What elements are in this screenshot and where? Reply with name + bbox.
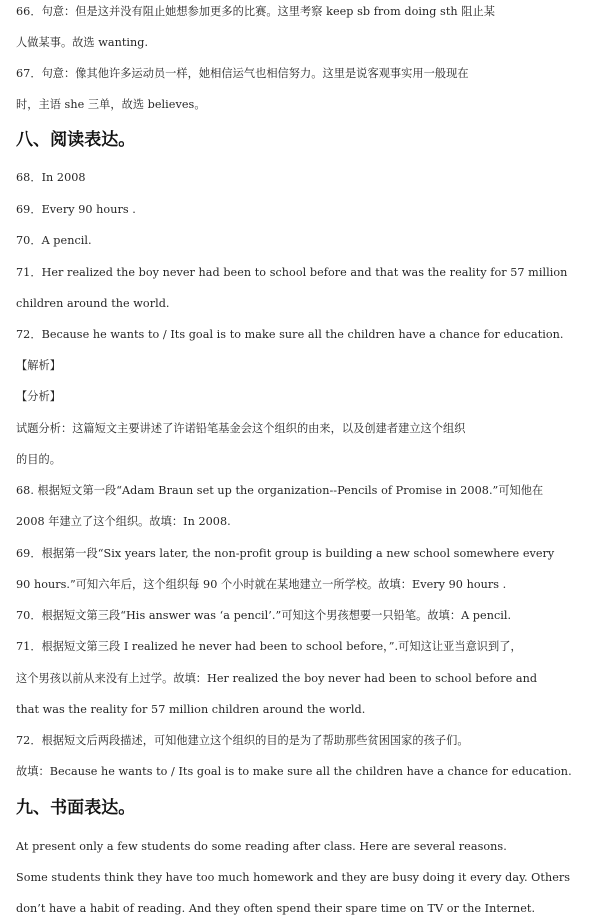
analysis-69-line-1: 69．根据第一段“Six years later, the non-profit group is building a new school somewhere every bbox=[16, 547, 555, 560]
answer-71-line-1: 71．Her realized the boy never had been to school before and that was the reality for 57 million bbox=[16, 266, 568, 279]
answer-70: 70．A pencil. bbox=[16, 234, 92, 247]
answer-66-line-1: 66．句意：但是这并没有阻止她想参加更多的比赛。这里考察 keep sb from doing sth 阻止某 bbox=[16, 5, 495, 18]
analysis-70: 70．根据短文第三段“His answer was ‘a pencil’.”可知这个男孩想要一只铅笔。故填：A pencil. bbox=[16, 609, 512, 622]
answer-67-line-1: 67．句意：像其他许多运动员一样，她相信运气也相信努力。这里是说客观事实用一般现在 bbox=[16, 67, 469, 80]
answer-71-line-2: children around the world. bbox=[16, 297, 170, 310]
writing-paragraph-line-1: At present only a few students do some reading after class. Here are several reasons. bbox=[16, 840, 507, 853]
answer-68: 68．In 2008 bbox=[16, 171, 86, 184]
analysis-71-line-3: that was the reality for 57 million children around the world. bbox=[16, 703, 366, 716]
analysis-label: 【解析】 bbox=[16, 359, 61, 372]
writing-paragraph-line-2: Some students think they have too much homework and they are busy doing it every day. Others bbox=[16, 871, 571, 884]
analysis-summary-line-1: 试题分析：这篇短文主要讲述了许诺铅笔基金会这个组织的由来，以及创建者建立这个组织 bbox=[16, 422, 466, 435]
writing-paragraph-line-3: don’t have a habit of reading. And they often spend their spare time on TV or the Internet. bbox=[16, 902, 536, 915]
section-heading-reading-expression: 八、阅读表达。 bbox=[16, 130, 136, 150]
answer-66-line-2: 人做某事。故选 wanting. bbox=[16, 36, 149, 49]
analysis-69-line-2: 90 hours.”可知六年后，这个组织每 90 个小时就在某地建立一所学校。故填：Every 90 hours . bbox=[16, 578, 507, 591]
analysis-68-line-1: 68. 根据短文第一段“Adam Braun set up the organization--Pencils of Promise in 2008.”可知他在 bbox=[16, 484, 544, 497]
analysis-68-line-2: 2008 年建立了这个组织。故填：In 2008. bbox=[16, 515, 231, 528]
answer-67-line-2: 时，主语 she 三单，故选 believes。 bbox=[16, 98, 206, 111]
breakdown-label: 【分析】 bbox=[16, 390, 61, 403]
answer-69: 69．Every 90 hours . bbox=[16, 203, 136, 216]
analysis-summary-line-2: 的目的。 bbox=[16, 453, 61, 466]
analysis-71-line-1: 71．根据短文第三段 I realized he never had been to school before，”.可知这让亚当意识到了， bbox=[16, 640, 522, 653]
analysis-72-line-1: 72．根据短文后两段描述，可知他建立这个组织的目的是为了帮助那些贫困国家的孩子们。 bbox=[16, 734, 469, 747]
section-heading-writing: 九、书面表达。 bbox=[16, 798, 136, 818]
analysis-72-line-2: 故填：Because he wants to / Its goal is to make sure all the children have a chance for education. bbox=[16, 765, 572, 778]
answer-72: 72．Because he wants to / Its goal is to make sure all the children have a chance for education. bbox=[16, 328, 564, 341]
analysis-71-line-2: 这个男孩以前从来没有上过学。故填：Her realized the boy never had been to school before and bbox=[16, 672, 538, 685]
